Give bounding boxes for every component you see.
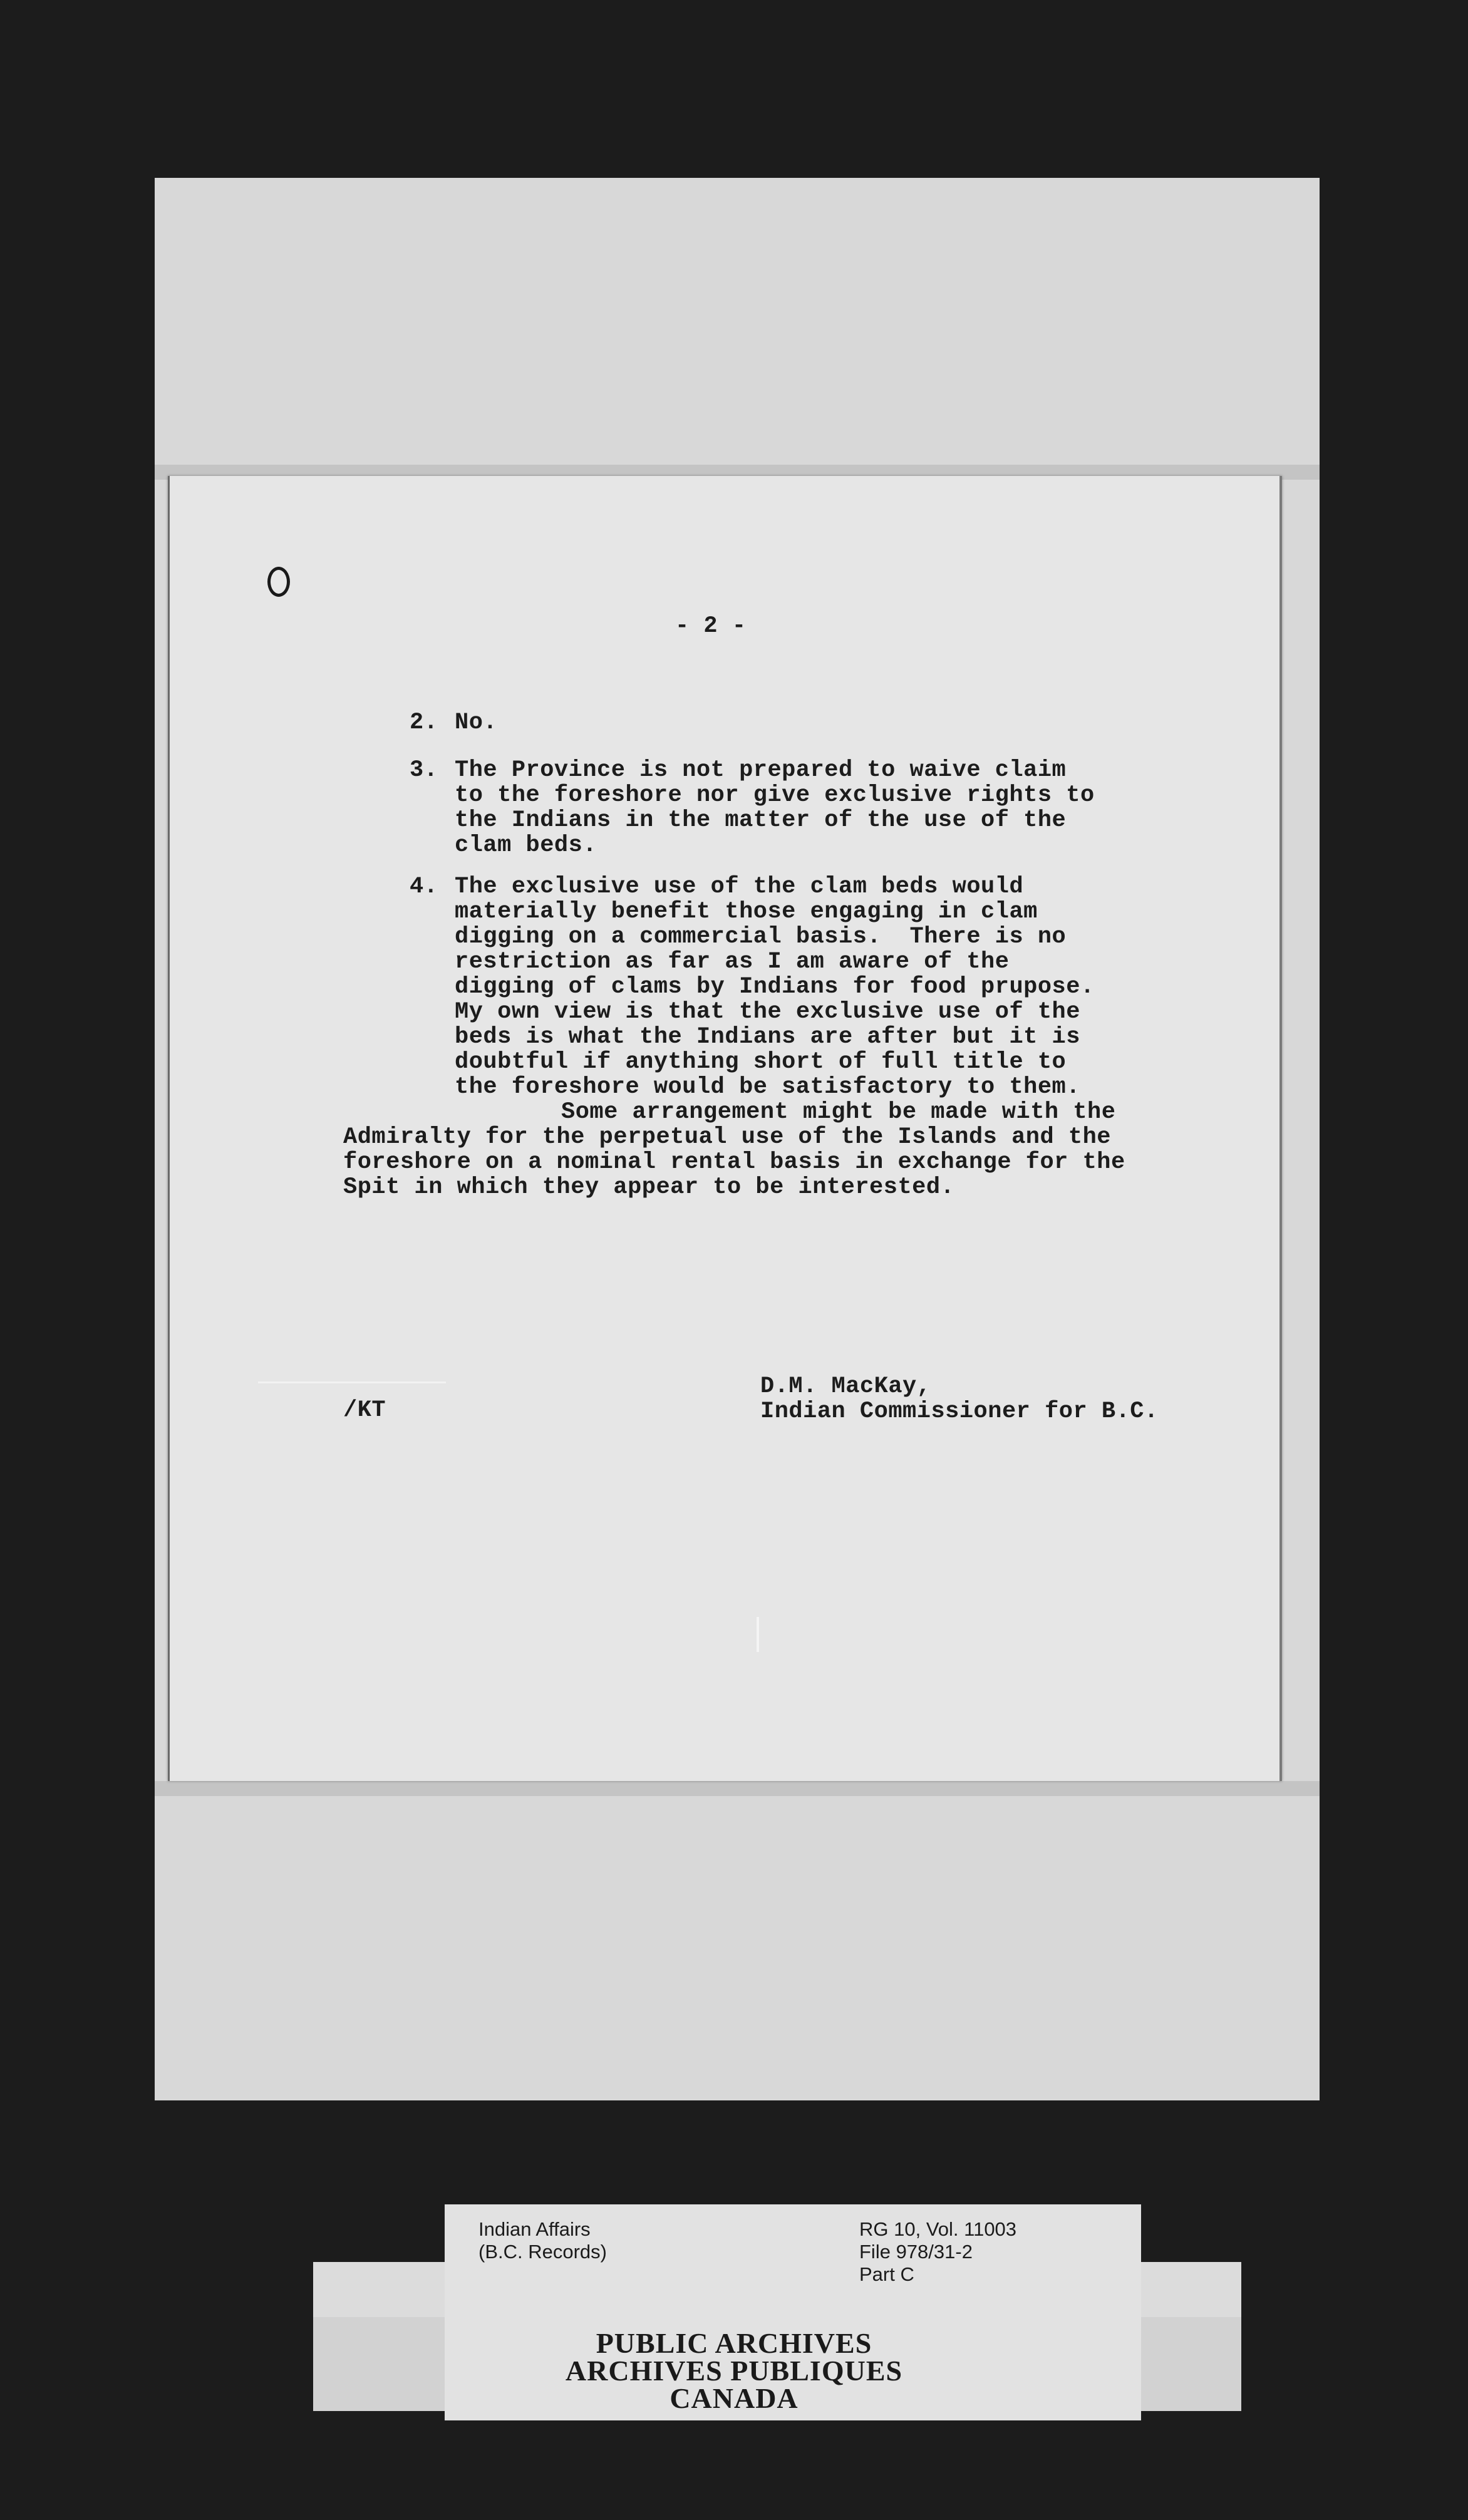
archive-stamp-line: PUBLIC ARCHIVES <box>596 2327 872 2359</box>
item-line: My own view is that the exclusive use of the <box>455 999 1080 1025</box>
item-line: The Province is not prepared to waive claim <box>455 757 1067 783</box>
item-number: 3. <box>410 757 438 783</box>
item-line: to the foreshore nor give exclusive rights to <box>455 782 1095 808</box>
item-line: digging on a commercial basis. There is no <box>455 924 1067 950</box>
item-line: No. <box>455 710 498 736</box>
punch-hole <box>267 567 290 597</box>
backing-band-bottom <box>155 1781 1320 1796</box>
archive-stamp-line: ARCHIVES PUBLIQUES <box>565 2355 903 2387</box>
item-line: digging of clams by Indians for food prupose. <box>455 974 1095 1000</box>
typist-initials: /KT <box>343 1397 386 1423</box>
label-reference-line: Part C <box>859 2263 914 2285</box>
label-tab-right <box>1141 2262 1241 2317</box>
item-line: the foreshore would be satisfactory to them. <box>455 1074 1080 1100</box>
item-line: clam beds. <box>455 832 597 859</box>
closing-line: foreshore on a nominal rental basis in exchange for the <box>343 1149 1125 1175</box>
label-reference-line: RG 10, Vol. 11003 <box>859 2218 1017 2240</box>
archive-stamp-line: CANADA <box>669 2382 799 2414</box>
item-number: 2. <box>410 710 438 736</box>
label-series-line: (B.C. Records) <box>478 2241 607 2263</box>
item-line: restriction as far as I am aware of the <box>455 949 1010 975</box>
item-line: the Indians in the matter of the use of the <box>455 807 1067 834</box>
closing-line: Spit in which they appear to be interested. <box>343 1174 955 1201</box>
signature-title: Indian Commissioner for B.C. <box>760 1398 1159 1425</box>
item-line: materially benefit those engaging in clam <box>455 899 1038 925</box>
page-number: - 2 - <box>675 613 747 639</box>
paper-tick-mark <box>757 1617 759 1652</box>
item-line: beds is what the Indians are after but it is <box>455 1024 1080 1050</box>
closing-line: Some arrangement might be made with the <box>561 1099 1116 1125</box>
signature-name: D.M. MacKay, <box>760 1373 931 1400</box>
label-reference-line: File 978/31-2 <box>859 2241 973 2263</box>
item-line: The exclusive use of the clam beds would <box>455 874 1024 900</box>
item-line: doubtful if anything short of full title to <box>455 1049 1067 1075</box>
label-series-line: Indian Affairs <box>478 2218 591 2240</box>
closing-line: Admiralty for the perpetual use of the Islands and the <box>343 1124 1111 1150</box>
paper-crease-mark <box>258 1381 446 1383</box>
item-number: 4. <box>410 874 438 900</box>
label-tab-left <box>313 2262 446 2317</box>
